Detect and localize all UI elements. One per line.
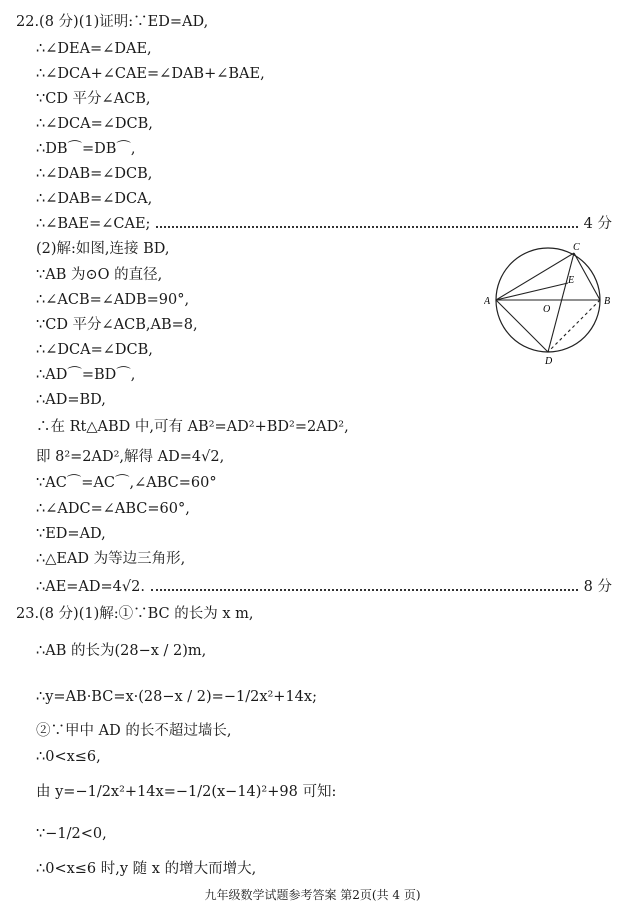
q22-line: ∵ED=AD, [36, 526, 106, 542]
q22-line: ∵AC⌒=AC⌒,∠ABC=60° [36, 475, 217, 491]
q22-line: ∵CD 平分∠ACB, [36, 91, 151, 107]
q22-line: ∴∠DCA=∠DCB, [36, 116, 153, 132]
q23-line: ∴0<x≤6, [36, 749, 101, 765]
circle-diagram [484, 240, 618, 368]
q22-line: ∴△EAD 为等边三角形, [36, 551, 186, 567]
segment-ac [496, 253, 574, 300]
q22-part2-conclusion [36, 578, 612, 596]
conclusion-text: ∴AE=AD=4√2. [36, 579, 145, 595]
q22-line: ∴AD⌒=BD⌒, [36, 367, 136, 383]
q22-line: 即 8²=2AD²,解得 AD=4√2, [36, 449, 225, 465]
geometry-figure [484, 240, 618, 368]
q23-header: 23.(8 分)(1)解:①∵BC 的长为 x m, [16, 606, 254, 622]
segment-bd [548, 300, 600, 352]
label-c: C [573, 242, 580, 253]
segment-cd [548, 253, 574, 352]
q23-line: 由 y=−1/2x²+14x=−1/2(x−14)²+98 可知: [36, 784, 337, 800]
q22-line: ∴∠DAB=∠DCA, [36, 191, 153, 207]
q23-line: ∴0<x≤6 时,y 随 x 的增大而增大, [36, 861, 257, 877]
conclusion-text: ∴∠BAE=∠CAE; [36, 216, 151, 232]
label-o: O [543, 304, 551, 315]
q23-line: ∴AB 的长为(28−x / 2)m, [36, 643, 207, 659]
label-b: B [604, 296, 611, 307]
q23-line: ∵−1/2<0, [36, 826, 107, 842]
q22-header: 22.(8 分)(1)证明:∵ED=AD, [16, 14, 209, 30]
q22-line: ∴∠DCA+∠CAE=∠DAB+∠BAE, [36, 66, 265, 82]
q22-line: ∴∠DCA=∠DCB, [36, 342, 153, 358]
q23-line: ∴y=AB·BC=x·(28−x / 2)=−1/2x²+14x; [36, 689, 317, 705]
dot-leader [156, 225, 577, 228]
score-label: 8 分 [583, 579, 612, 595]
q23-line: ②∵甲中 AD 的长不超过墙长, [36, 723, 232, 739]
q22-line: ∴DB⌒=DB⌒, [36, 141, 136, 157]
segment-ad [496, 300, 551, 352]
score-label: 4 分 [583, 216, 612, 232]
segment-cb [574, 253, 600, 300]
q22-line: ∴∠DEA=∠DAE, [36, 41, 152, 57]
q22-part2-header: (2)解:如图,连接 BD, [36, 241, 170, 257]
q22-line: ∴AD=BD, [36, 392, 106, 408]
page-footer: 九年级数学试题参考答案 第2页(共 4 页) [204, 888, 421, 902]
q22-line: ∴∠ADC=∠ABC=60°, [36, 501, 190, 517]
q22-line: ∴∠ACB=∠ADB=90°, [36, 292, 190, 308]
segment-ae [496, 283, 568, 300]
q22-line: ∴在 Rt△ABD 中,可有 AB²=AD²+BD²=2AD², [36, 419, 349, 435]
label-d: D [545, 356, 553, 367]
q22-line: ∵AB 为⊙O 的直径, [36, 267, 163, 283]
dot-leader [151, 588, 578, 591]
label-a: A [484, 296, 491, 307]
label-e: E [568, 275, 575, 286]
q22-line: ∵CD 平分∠ACB,AB=8, [36, 317, 198, 333]
q22-line: ∴∠DAB=∠DCB, [36, 166, 153, 182]
q22-part1-conclusion [36, 215, 612, 233]
